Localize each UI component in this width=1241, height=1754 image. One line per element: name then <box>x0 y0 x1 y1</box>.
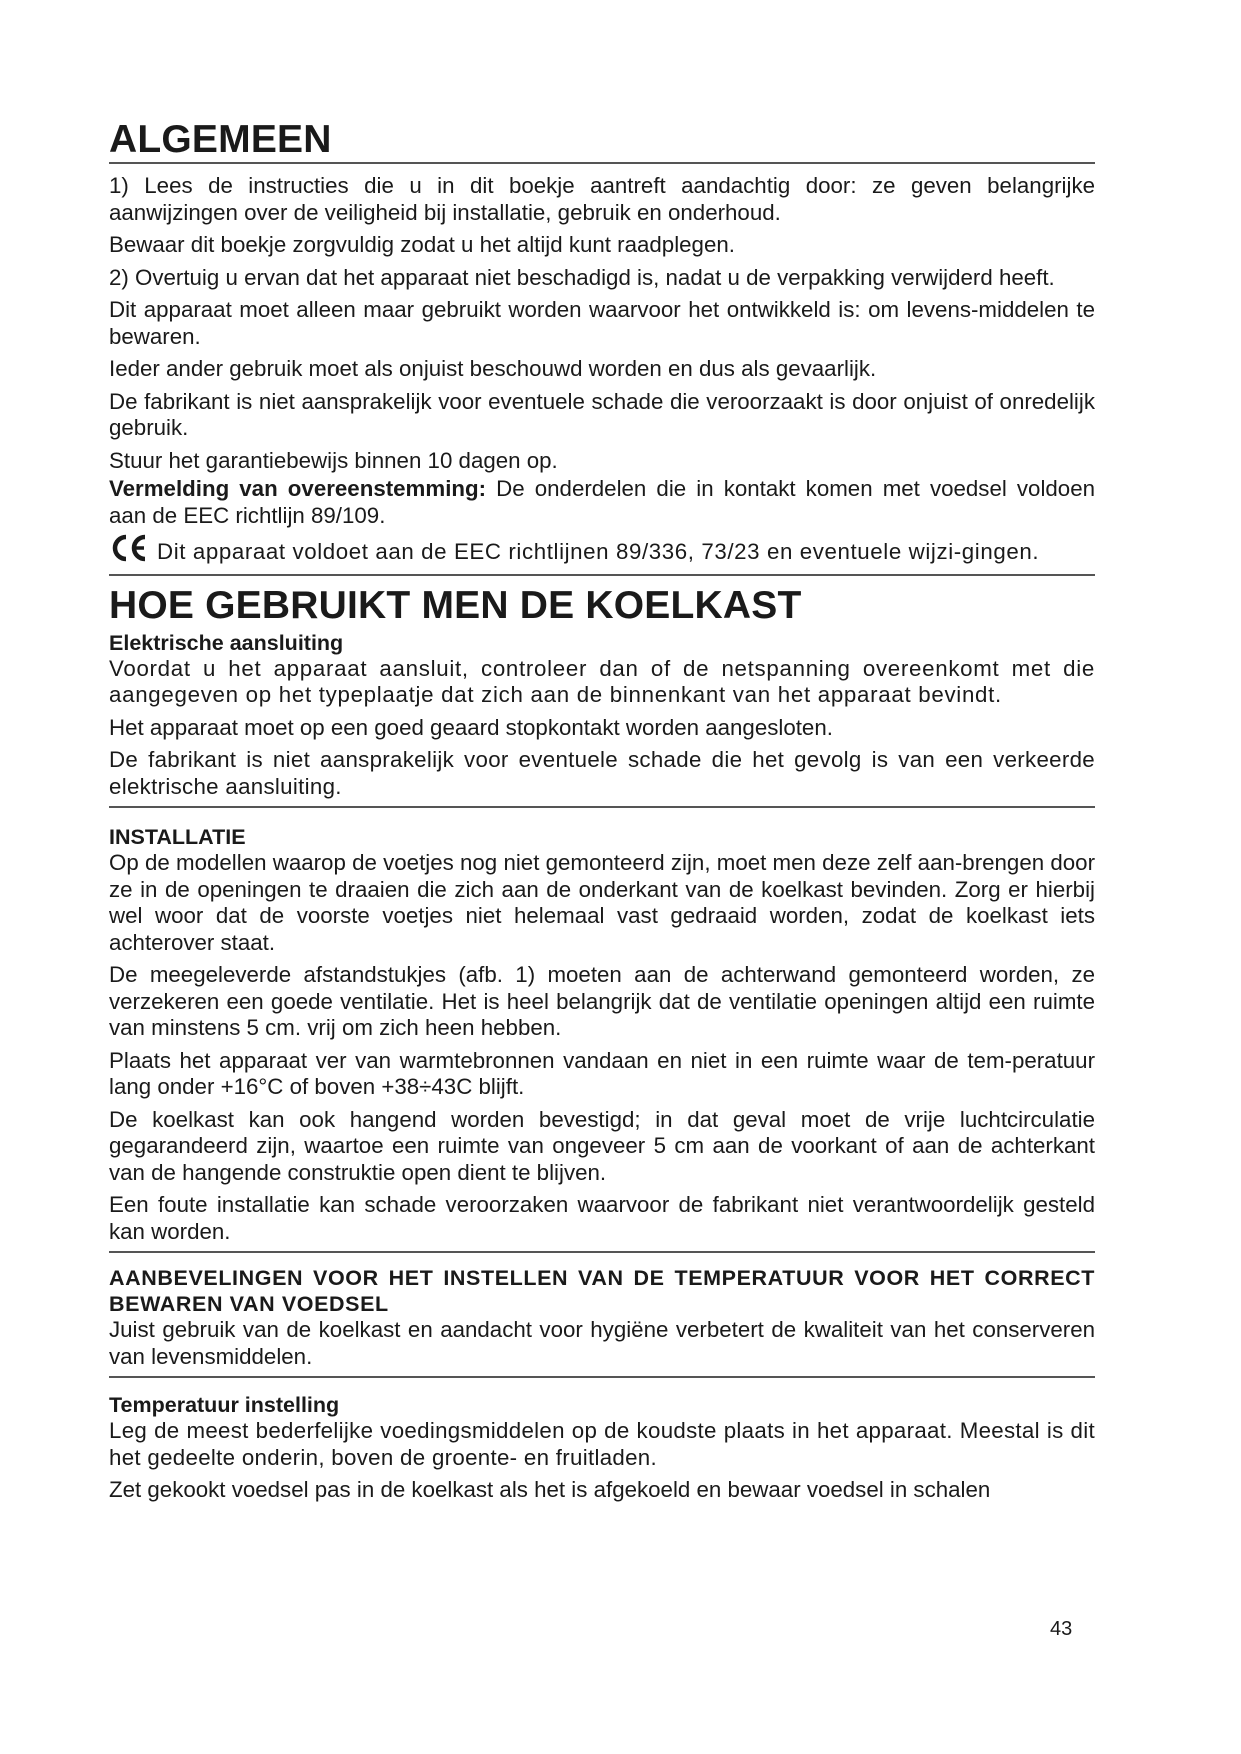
ce-text: Dit apparaat voldoet aan de EEC richtlijnen 89/336, 73/23 en eventuele wijzi-gingen. <box>157 539 1040 564</box>
divider <box>109 806 1095 808</box>
paragraph: Ieder ander gebruik moet als onjuist beschouwd worden en dus als gevaarlijk. <box>109 356 877 381</box>
divider <box>109 574 1095 576</box>
paragraph: Zet gekookt voedsel pas in de koelkast als het is afgekoeld en bewaar voedsel in schalen <box>109 1477 991 1502</box>
paragraph: Een foute installatie kan schade veroorzaken waarvoor de fabrikant niet verantwoordelijk gesteld kan worden. <box>109 1192 1095 1244</box>
paragraph: Dit apparaat moet alleen maar gebruikt worden waarvoor het ontwikkeld is: om levens-middelen te bewaren. <box>109 297 1095 349</box>
divider <box>109 162 1095 164</box>
conformity-label: Vermelding van overeenstemming: <box>109 476 487 501</box>
paragraph: De fabrikant is niet aansprakelijk voor eventuele schade die veroorzaakt is door onjuist of onredelijk gebruik. <box>109 388 1095 440</box>
paragraph: Juist gebruik van de koelkast en aandacht voor hygiëne verbetert de kwaliteit van het conserveren van levensmiddelen. <box>109 1317 1095 1369</box>
paragraph: Plaats het apparaat ver van warmtebronnen vandaan en niet in een ruimte waar de tem-peratuur lang onder +16°C of boven +38÷43C blijft. <box>109 1047 1095 1099</box>
subheading-temperature: Temperatuur instelling <box>109 1393 340 1417</box>
ce-paragraph <box>109 533 1095 570</box>
paragraph: De meegeleverde afstandstukjes (afb. 1) moeten aan de achterwand gemonteerd worden, ze verzekeren een goede ventilatie. Het is heel belangrijk dat de ventilatie openingen altijd een ruimte van minstens 5 cm. vrij om zich heen hebben. <box>109 962 1095 1040</box>
subheading-installation: INSTALLATIE <box>109 825 246 849</box>
conformity-paragraph <box>109 476 1095 529</box>
manual-page <box>109 118 1095 1510</box>
paragraph: 2) Overtuig u ervan dat het apparaat niet beschadigd is, nadat u de verpakking verwijderd heeft. <box>109 264 1055 290</box>
subheading-recommendations: AANBEVELINGEN VOOR HET INSTELLEN VAN DE TEMPERATUUR VOOR HET CORRECT BEWAREN VAN VOEDSEL <box>109 1266 1095 1316</box>
divider <box>109 1376 1095 1378</box>
section-title-algemeen: ALGEMEEN <box>109 118 332 161</box>
conformity-text: De onderdelen die in kontakt komen met voedsel voldoen aan de EEC richtlijn 89/109. <box>109 476 1096 528</box>
page-number: 43 <box>1050 1618 1073 1640</box>
subheading-electrical: Elektrische aansluiting <box>109 630 344 655</box>
divider <box>109 1251 1095 1253</box>
paragraph: De fabrikant is niet aansprakelijk voor eventuele schade die het gevolg is van een verkeerde elektrische aansluiting. <box>109 747 1095 799</box>
ce-mark-icon <box>109 533 149 570</box>
paragraph: 1) Lees de instructies die u in dit boekje aantreft aandachtig door: ze geven belangrijke aanwijzingen over de veiligheid bij installatie, gebruik en onderhoud. <box>109 173 1095 225</box>
paragraph: De koelkast kan ook hangend worden bevestigd; in dat geval moet de vrije luchtcirculatie gegarandeerd zijn, waartoe een ruimte van ongeveer 5 cm aan de voorkant of aan de achterkant van de hangende construktie open dient te blijven. <box>109 1106 1095 1185</box>
paragraph: Het apparaat moet op een goed geaard stopkontakt worden aangesloten. <box>109 714 833 740</box>
section-title-koelkast: HOE GEBRUIKT MEN DE KOELKAST <box>109 583 802 627</box>
paragraph: Leg de meest bederfelijke voedingsmiddelen op de koudste plaats in het apparaat. Meestal is dit het gedeelte onderin, boven de groente- en fruitladen. <box>109 1418 1095 1470</box>
paragraph: Op de modellen waarop de voetjes nog niet gemonteerd zijn, moet men deze zelf aan-brengen door ze in de openingen te draaien die zich aan de onderkant van de koelkast bevinden. Zorg er hierbij wel woor dat de voorste voetjes niet helemaal vast gedraaid worden, zodat de koelkast iets achterover staat. <box>109 850 1095 955</box>
paragraph: Bewaar dit boekje zorgvuldig zodat u het altijd kunt raadplegen. <box>109 232 735 257</box>
paragraph: Voordat u het apparaat aansluit, controleer dan of de netspanning overeenkomt met die aangegeven op het typeplaatje dat zich aan de binnenkant van het apparaat bevindt. <box>109 655 1095 707</box>
paragraph: Stuur het garantiebewijs binnen 10 dagen op. <box>109 447 558 473</box>
